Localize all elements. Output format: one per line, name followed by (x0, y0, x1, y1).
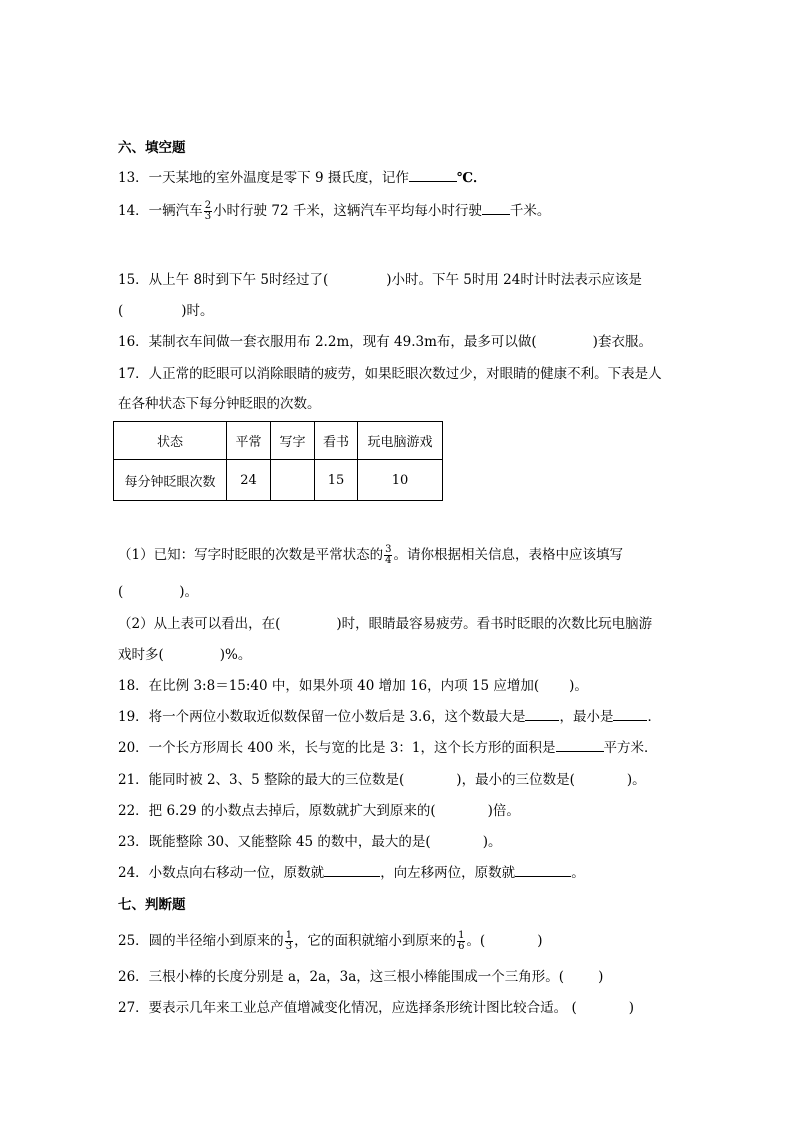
table-cell: 15 (315, 460, 358, 501)
question-21: 21．能同时被 2、3、5 整除的最大的三位数是( )，最小的三位数是( )。 (118, 772, 646, 788)
question-13: 13．一天某地的室外温度是零下 9 摄氏度，记作 ℃． (118, 170, 487, 186)
table-header: 看书 (315, 422, 358, 460)
table-header: 平常 (227, 422, 271, 460)
question-26: 26．三根小棒的长度分别是 a，2a，3a，这三根小棒能围成一个三角形。( ) (118, 969, 604, 985)
answer-blank[interactable] (525, 707, 559, 721)
question-17-2: （2）从上表可以看出，在( )时，眼睛最容易疲劳。看书时眨眼的次数比玩电脑游 (118, 616, 653, 632)
fraction: $\frac{2}{3}$ (204, 200, 212, 222)
question-16: 16．某制衣车间做一套衣服用布 2.2m，现有 49.3m布，最多可以做( )套衣服。 (118, 334, 652, 350)
question-19: 19．将一个两位小数取近似数保留一位小数后是 3.6，这个数最大是 ，最小是 ． (118, 709, 661, 725)
table-header: 写字 (271, 422, 315, 460)
blink-table (113, 421, 443, 501)
table-header: 玩电脑游戏 (358, 422, 443, 460)
answer-blank[interactable] (409, 168, 457, 182)
table-cell: 24 (227, 460, 271, 501)
question-22: 22．把 6.29 的小数点去掉后，原数就扩大到原来的( )倍。 (118, 803, 520, 819)
answer-blank[interactable] (556, 738, 604, 752)
question-18: 18．在比例 3:8＝15:40 中，如果外项 40 增加 16，内项 15 应增加( )。 (118, 678, 588, 694)
question-15-cont: ( )时。 (118, 303, 214, 319)
question-17-2-cont: 戏时多( )%。 (118, 647, 252, 663)
question-14: 14．一辆汽车 $\frac{2}{3}$ 小时行驶 72 千米，这辆汽车平均每小时行驶 千米。 (118, 200, 551, 222)
section-heading-fill-blank: 六、填空题 (118, 140, 186, 156)
fraction: $\frac{1}{3}$ (285, 930, 293, 952)
answer-blank[interactable] (324, 863, 380, 877)
question-17: 17．人正常的眨眼可以消除眼睛的疲劳，如果眨眼次数过少，对眼睛的健康不利。下表是人 (118, 366, 662, 382)
question-24: 24．小数点向右移动一位，原数就 ，向左移两位，原数就 。 (118, 865, 585, 881)
question-25: 25．圆的半径缩小到原来的 $\frac{1}{3}$ ，它的面积就缩小到原来的 $\frac{1}{6}$ 。( ) (118, 930, 543, 952)
table-cell-blank[interactable] (271, 460, 315, 501)
question-17-1-cont: ( )。 (118, 584, 199, 600)
table-cell: 10 (358, 460, 443, 501)
fraction: $\frac{3}{4}$ (385, 544, 392, 566)
table-cell: 每分钟眨眼次数 (114, 460, 227, 501)
question-20: 20．一个长方形周长 400 米，长与宽的比是 3：1，这个长方形的面积是 平方米． (118, 740, 658, 756)
question-15: 15．从上午 8时到下午 5时经过了( )小时。下午 5时用 24时计时法表示应该是 (118, 272, 642, 288)
question-17-cont: 在各种状态下每分钟眨眼的次数。 (118, 396, 321, 412)
fraction: $\frac{1}{6}$ (458, 930, 465, 952)
question-23: 23．既能整除 30、又能整除 45 的数中，最大的是( )。 (118, 834, 502, 850)
answer-blank[interactable] (515, 863, 571, 877)
table-header: 状态 (114, 422, 227, 460)
answer-blank[interactable] (613, 707, 647, 721)
answer-blank[interactable] (482, 201, 510, 215)
question-27: 27．要表示几年来工业总产值增减变化情况，应选择条形统计图比较合适。 ( ) (118, 1000, 635, 1016)
question-17-1: （1）已知：写字时眨眼的次数是平常状态的 $\frac{3}{4}$ 。请你根据相关信息，表格中应该填写 (118, 544, 623, 566)
section-heading-judgement: 七、判断题 (118, 897, 186, 913)
